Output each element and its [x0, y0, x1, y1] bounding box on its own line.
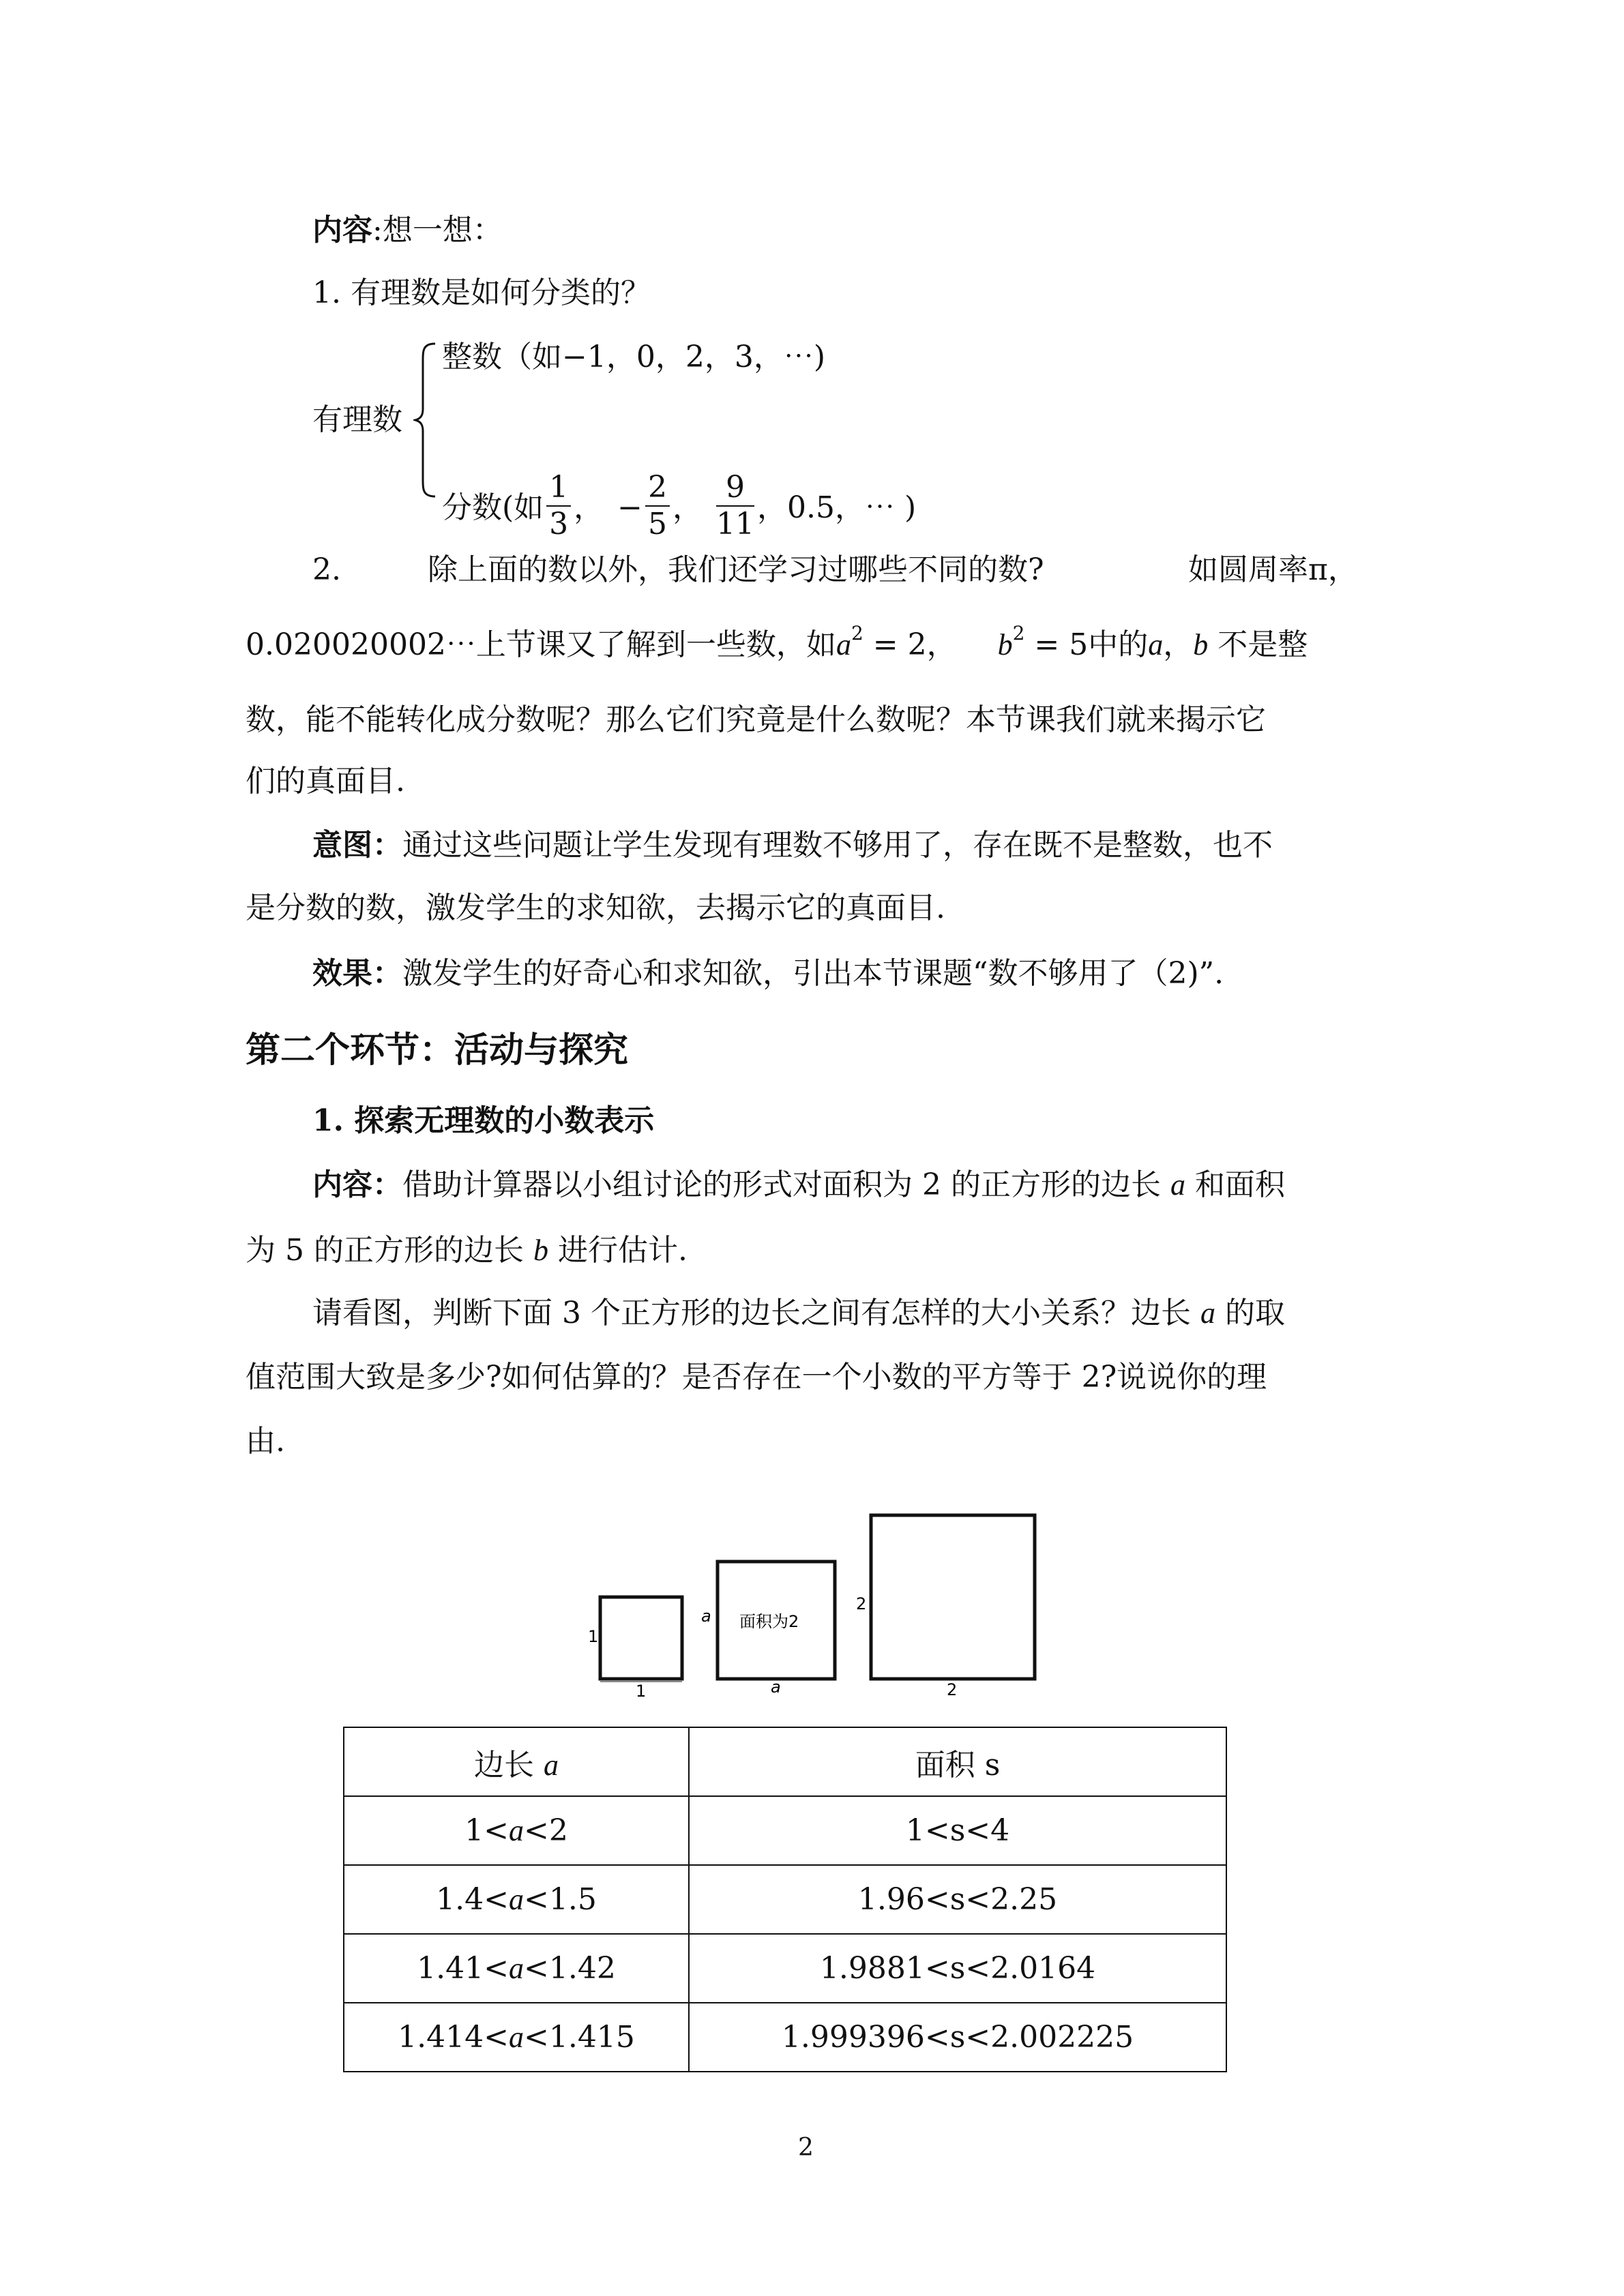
q2-comma: ，: [1163, 627, 1194, 662]
fraction-1-num: 1: [546, 470, 571, 507]
q2-line-3: 数，能不能转化成分数呢？那么它们究竟是什么数呢？本节课我们就来揭示它: [246, 702, 1266, 737]
content2-line-1a: 借助计算器以小组讨论的形式对面积为 2 的正方形的边长: [402, 1167, 1170, 1202]
intent-text-1: 通过这些问题让学生发现有理数不够用了，存在既不是整数，也不: [402, 828, 1273, 863]
eq1-var: a: [836, 628, 851, 661]
eq2-exp: 2: [1012, 622, 1025, 644]
area-cell: 1<s<4: [689, 1796, 1226, 1865]
q2-var-b: b: [1193, 628, 1209, 661]
integer-row: [442, 337, 825, 378]
effect-line: [312, 953, 1224, 994]
area-cell: 1.9881<s<2.0164: [689, 1934, 1226, 2003]
rational-root-label: 有理数: [312, 402, 402, 437]
classification-brace: [413, 341, 438, 499]
content2-line-2: [246, 1230, 688, 1271]
q2-line-4: 们的真面目.: [246, 764, 405, 799]
q2-var-a: a: [1148, 628, 1164, 661]
question3-line-1: [312, 1293, 1285, 1334]
square-2-side-bottom: a: [771, 1678, 781, 1697]
intent-label: 意图：: [312, 828, 402, 863]
content2-var-b: b: [533, 1234, 548, 1267]
effect-label: 效果：: [312, 956, 402, 991]
square-3-side-left: 2: [856, 1594, 867, 1613]
range-cell: 1.4<a<1.5: [344, 1865, 689, 1934]
content-intro: [312, 210, 503, 251]
square-2-area-label: 面积为2: [739, 1612, 799, 1631]
question3-var-a: a: [1200, 1296, 1215, 1330]
question3-line-2: 值范围大致是多少?如何估算的？是否存在一个小数的平方等于 2?说说你的理: [246, 1360, 1267, 1395]
square-1-side-left: 1: [588, 1627, 599, 1646]
q2-line-2a: 0.020020002⋯上节课又了解到一些数，如: [246, 627, 836, 662]
integer-values: −1，0，2，3，⋯): [562, 340, 826, 374]
table-row: [344, 1865, 1226, 1934]
content2-var-a: a: [1170, 1168, 1185, 1202]
header-side-length: [344, 1727, 689, 1796]
fraction-two-fifths: [645, 470, 670, 542]
question-1: 1. 有理数是如何分类的？: [312, 275, 651, 310]
subsection-1-title: 1. 探索无理数的小数表示: [312, 1103, 655, 1138]
range-cell: 1.41<a<1.42: [344, 1934, 689, 2003]
page-number: 2: [798, 2134, 814, 2162]
fraction-label: 分数(如: [442, 490, 544, 525]
fraction-nine-elevenths: [716, 470, 754, 542]
fraction-one-third: [546, 470, 571, 542]
q2-line-2: [246, 622, 1308, 666]
fraction-3-den: 11: [716, 506, 755, 541]
question3-line-1a: 请看图，判断下面 3 个正方形的边长之间有怎样的大小关系？边长: [312, 1296, 1200, 1330]
header-side-var: a: [544, 1748, 559, 1782]
q2-text: 除上面的数以外，我们还学习过哪些不同的数?: [428, 552, 1044, 587]
square-3: [871, 1515, 1035, 1679]
square-3-side-bottom: 2: [947, 1680, 958, 1699]
q2-line-2b: 不是整: [1208, 627, 1308, 662]
content2-line-1b: 和面积: [1185, 1167, 1285, 1202]
separator-1: ，: [574, 490, 604, 525]
content2-line-1: [312, 1165, 1285, 1206]
eq2-var: b: [997, 628, 1013, 661]
intent-line-1: [312, 825, 1273, 866]
fraction-1-den: 3: [549, 506, 569, 541]
table-row: [344, 1796, 1226, 1865]
q2-number: 2.: [312, 552, 341, 587]
square-1: [600, 1597, 682, 1679]
range-cell: 1.414<a<1.415: [344, 2003, 689, 2072]
area-cell: 1.999396<s<2.002225: [689, 2003, 1226, 2072]
estimation-table: [343, 1727, 1227, 2072]
question3-line-3: 由.: [246, 1424, 285, 1459]
content-text: :想一想：: [372, 213, 503, 248]
fraction-3-num: 9: [716, 470, 754, 507]
content2-line-2a: 为 5 的正方形的边长: [246, 1233, 533, 1268]
eq2-rhs: = 5中的: [1024, 627, 1149, 662]
square-1-side-bottom: 1: [636, 1682, 647, 1701]
table-row: [344, 2003, 1226, 2072]
minus-sign: −: [617, 490, 643, 525]
fraction-2-den: 5: [648, 506, 668, 541]
question3-line-1b: 的取: [1215, 1296, 1285, 1330]
content2-label: 内容：: [312, 1167, 402, 1202]
squares-figure: [573, 1500, 1050, 1705]
eq1-rhs: = 2，: [863, 627, 957, 662]
range-cell: 1<a<2: [344, 1796, 689, 1865]
intent-line-2: 是分数的数，激发学生的求知欲，去揭示它的真面目.: [246, 891, 945, 925]
fraction-2-num: 2: [645, 470, 670, 507]
eq1-exp: 2: [851, 622, 863, 644]
q2-pi-text: 如圆周率π，: [1188, 552, 1358, 587]
header-side-label: 边长: [474, 1747, 534, 1783]
table-row: [344, 1934, 1226, 2003]
content-label: 内容: [312, 213, 372, 248]
fraction-tail: ，0.5，⋯ ): [757, 490, 917, 525]
area-cell: 1.96<s<2.25: [689, 1865, 1226, 1934]
effect-text: 激发学生的好奇心和求知欲，引出本节课题“数不够用了（2)”.: [402, 956, 1224, 991]
fraction-row: [442, 471, 916, 546]
separator-2: ，: [673, 490, 703, 525]
integer-label: 整数（如: [442, 340, 562, 374]
section-2-title: 第二个环节：活动与探究: [246, 1030, 629, 1071]
header-area: 面积 s: [689, 1727, 1226, 1796]
square-2-side-left: a: [701, 1607, 711, 1626]
content2-line-2b: 进行估计.: [548, 1233, 688, 1268]
table-header-row: [344, 1727, 1226, 1796]
